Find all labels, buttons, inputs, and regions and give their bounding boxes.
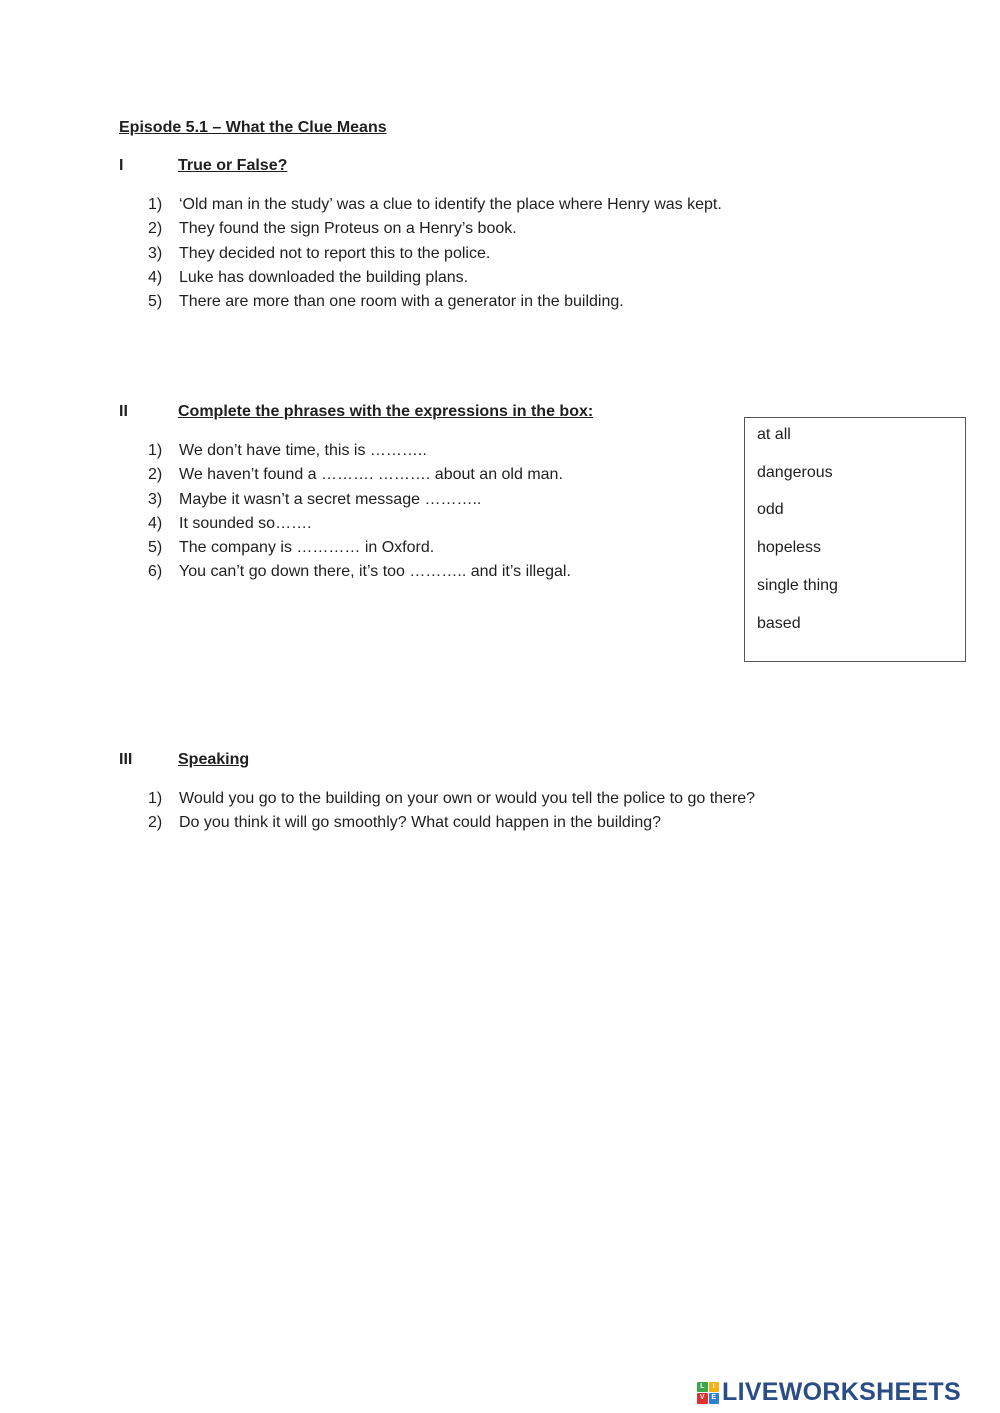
section-3-number: III <box>119 751 133 768</box>
list-item <box>148 266 722 290</box>
item-number: 6) <box>148 563 163 581</box>
item-text: ‘Old man in the study’ was a clue to identify the place where Henry was kept. <box>179 196 722 213</box>
list-item <box>148 787 755 811</box>
list-item <box>148 439 571 463</box>
item-text: You can’t go down there, it’s too ……….. and it’s illegal. <box>179 563 571 581</box>
section-1-list <box>148 193 722 314</box>
item-number: 3) <box>148 244 163 262</box>
item-number: 1) <box>148 790 163 807</box>
liveworksheets-logo-icon <box>697 1382 719 1404</box>
item-text: We haven’t found a ………. ………. about an old man. <box>179 466 563 484</box>
section-3-heading <box>119 751 249 769</box>
word-box-item: based <box>757 615 801 632</box>
list-item <box>148 242 722 266</box>
item-text: There are more than one room with a generator in the building. <box>179 293 624 311</box>
list-item <box>148 536 571 560</box>
item-text: Luke has downloaded the building plans. <box>179 268 469 286</box>
section-2-heading <box>119 403 593 421</box>
logo-tile: I <box>709 1382 720 1393</box>
item-text: They found the sign Proteus on a Henry’s book. <box>179 220 517 238</box>
list-item <box>148 811 755 835</box>
list-item <box>148 217 722 241</box>
list-item <box>148 560 571 584</box>
section-2-list <box>148 439 571 585</box>
item-number: 4) <box>148 514 163 532</box>
item-number: 2) <box>148 466 163 484</box>
section-2-number: II <box>119 403 128 420</box>
list-item <box>148 488 571 512</box>
word-box <box>744 417 966 662</box>
item-number: 5) <box>148 539 163 557</box>
item-text: They decided not to report this to the police. <box>179 244 491 262</box>
item-text: Would you go to the building on your own or would you tell the police to go there? <box>179 790 756 807</box>
item-text: Do you think it will go smoothly? What could happen in the building? <box>179 814 662 832</box>
word-box-item: at all <box>757 426 791 443</box>
section-1-number: I <box>119 157 124 174</box>
item-text: The company is ………… in Oxford. <box>179 539 435 557</box>
item-text: It sounded so……. <box>179 514 312 532</box>
item-number: 2) <box>148 814 163 832</box>
item-number: 1) <box>148 196 163 213</box>
item-number: 5) <box>148 293 163 311</box>
item-number: 2) <box>148 220 163 238</box>
word-box-item: hopeless <box>757 539 822 556</box>
list-item <box>148 512 571 536</box>
logo-tile: V <box>697 1393 708 1404</box>
item-number: 3) <box>148 490 163 508</box>
word-box-item: odd <box>757 501 784 518</box>
section-1-heading <box>119 157 287 175</box>
logo-tile: L <box>697 1382 708 1393</box>
list-item <box>148 193 722 217</box>
item-number: 1) <box>148 442 163 459</box>
item-text: Maybe it wasn’t a secret message ……….. <box>179 490 482 508</box>
brand-name: LIVEWORKSHEETS <box>722 1378 961 1406</box>
word-box-item: single thing <box>757 577 838 594</box>
list-item <box>148 290 722 314</box>
section-3-title: Speaking <box>178 751 250 768</box>
page-title: Episode 5.1 – What the Clue Means <box>119 119 387 136</box>
list-item <box>148 463 571 487</box>
word-box-item: dangerous <box>757 464 833 481</box>
section-1-title: True or False? <box>178 157 288 174</box>
item-text: We don’t have time, this is ……….. <box>179 442 427 459</box>
liveworksheets-brand <box>697 1378 961 1407</box>
item-number: 4) <box>148 268 163 286</box>
logo-tile: E <box>709 1393 720 1404</box>
section-3-list <box>148 787 755 836</box>
section-2-title: Complete the phrases with the expressions in the box: <box>178 403 594 420</box>
